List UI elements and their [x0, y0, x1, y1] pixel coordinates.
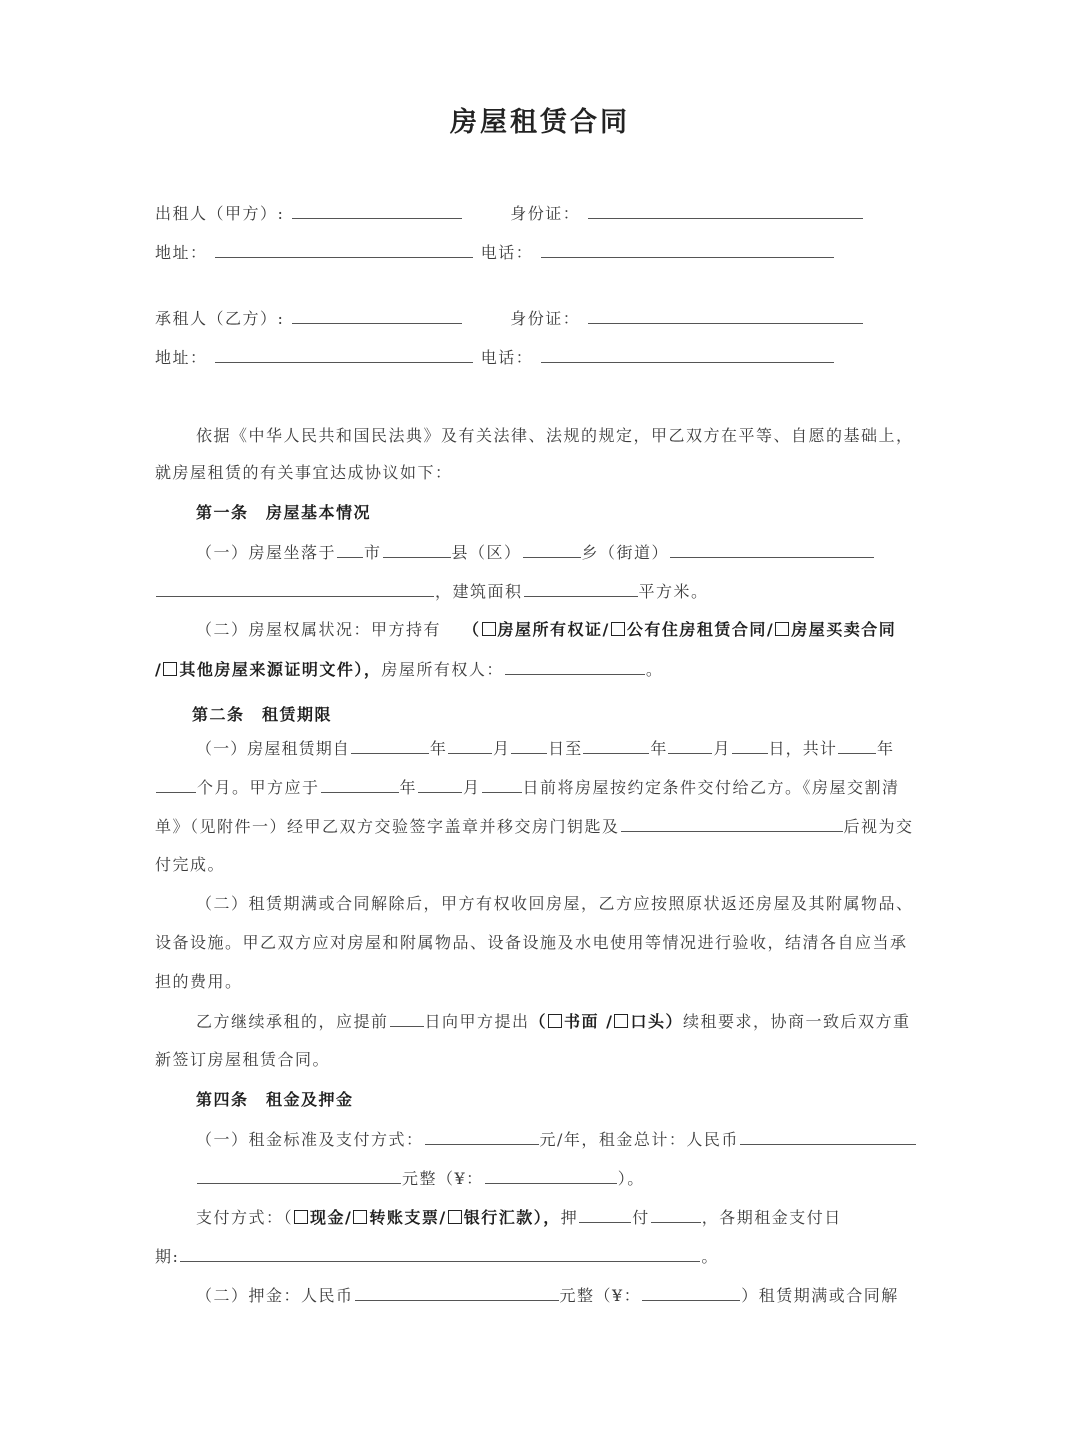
lessee-address-blank[interactable] — [215, 347, 473, 363]
rent-standard-text: （一）租金标准及支付方式： — [196, 1130, 424, 1149]
option-cash: 现金/ — [310, 1208, 353, 1227]
total-months-blank[interactable] — [156, 777, 196, 793]
lessee-row — [155, 308, 864, 329]
lessor-id-label: 身份证： — [510, 204, 581, 223]
art2-handover-row — [155, 816, 914, 837]
handover-items-blank[interactable] — [621, 816, 843, 832]
art4-payment-row — [196, 1207, 842, 1228]
lessor-phone-blank[interactable] — [541, 242, 834, 258]
pay-label: 付 — [632, 1208, 650, 1227]
renewal-text-2: 日向甲方提出 — [424, 1012, 530, 1031]
lessor-address-row — [155, 242, 835, 263]
checkbox-icon[interactable] — [163, 662, 177, 676]
lessor-name-blank[interactable] — [292, 203, 462, 219]
checkbox-icon[interactable] — [294, 1210, 308, 1224]
payment-date-text: ，各期租金支付日 — [701, 1208, 842, 1227]
city-blank[interactable] — [337, 542, 363, 558]
checkbox-icon[interactable] — [353, 1210, 367, 1224]
art2-term-row — [196, 738, 894, 759]
rent-total-blank[interactable] — [740, 1129, 916, 1145]
art2-handover-end: 付完成。 — [155, 855, 226, 874]
lessee-address-label: 地址： — [155, 348, 208, 367]
art2-return-line-3: 担的费用。 — [155, 972, 243, 991]
option-ownership-cert: 房屋所有权证/ — [497, 620, 610, 639]
year-label: 年 — [650, 739, 668, 758]
deposit-months-blank[interactable] — [579, 1207, 631, 1223]
area-label: ，建筑面积 — [435, 582, 523, 601]
delivery-year-blank[interactable] — [321, 777, 399, 793]
payment-date-blank[interactable] — [180, 1246, 700, 1262]
renewal-open-paren: （ — [529, 1012, 548, 1031]
delivery-day-blank[interactable] — [482, 777, 522, 793]
deposit-text: （二）押金：人民币 — [196, 1286, 354, 1305]
total-label: 日，共计 — [768, 739, 837, 758]
art4-payment-date-row — [155, 1246, 719, 1267]
rent-yuan-text: 元整（¥： — [402, 1169, 484, 1188]
delivery-text-2: 日前将房屋按约定条件交付给乙方。《房屋交割清 — [522, 778, 900, 797]
document-title: 房屋租赁合同 — [450, 107, 630, 138]
art1-ownership-row — [196, 620, 896, 640]
payment-date-label: 期: — [155, 1247, 180, 1266]
option-transfer-check: 转账支票/ — [369, 1208, 447, 1227]
owner-label: 房屋所有权人： — [381, 660, 504, 679]
checkbox-icon[interactable] — [611, 622, 625, 636]
renewal-days-blank[interactable] — [390, 1011, 424, 1027]
term-text: （一）房屋租赁期自 — [196, 739, 350, 758]
delivery-month-blank[interactable] — [418, 777, 462, 793]
county-blank[interactable] — [383, 542, 451, 558]
art4-rent-row — [196, 1129, 917, 1150]
checkbox-icon[interactable] — [548, 1014, 562, 1028]
city-label: 市 — [364, 543, 382, 562]
owner-period: 。 — [645, 660, 664, 679]
lessor-label: 出租人（甲方）: — [155, 204, 285, 223]
art4-deposit-row — [196, 1285, 899, 1306]
option-written: 书面 / — [564, 1012, 614, 1031]
intro-line-2: 就房屋租赁的有关事宜达成协议如下： — [155, 463, 453, 482]
ownership-slash: / — [155, 660, 163, 679]
end-month-blank[interactable] — [668, 738, 712, 754]
lessee-name-blank[interactable] — [292, 308, 462, 324]
lessee-id-label: 身份证： — [510, 309, 581, 328]
handover-text: 单》（见附件一）经甲乙双方交验签字盖章并移交房门钥匙及 — [155, 817, 620, 836]
article-1-heading: 第一条 房屋基本情况 — [196, 503, 372, 522]
lessee-id-blank[interactable] — [588, 308, 863, 324]
end-year-blank[interactable] — [583, 738, 649, 754]
lessee-address-row — [155, 347, 835, 368]
art2-renewal-row — [196, 1011, 911, 1032]
option-oral: 口头） — [630, 1012, 683, 1031]
ownership-text: （二）房屋权属状况：甲方持有 — [196, 620, 442, 639]
renewal-text: 乙方继续承租的，应提前 — [196, 1012, 389, 1031]
intro-line-1: 依据《中华人民共和国民法典》及有关法律、法规的规定，甲乙双方在平等、自愿的基础上， — [196, 426, 914, 445]
handover-text-2: 后视为交 — [843, 817, 914, 836]
art2-return-line-2: 设备设施。甲乙双方应对房屋和附属物品、设备设施及水电使用等情况进行验收，结清各自应当承 — [155, 933, 908, 952]
lessee-phone-blank[interactable] — [541, 347, 834, 363]
lessor-address-blank[interactable] — [215, 242, 473, 258]
art2-delivery-row — [155, 777, 900, 798]
article-4-heading: 第四条 租金及押金 — [196, 1090, 354, 1109]
lessor-id-blank[interactable] — [588, 203, 863, 219]
payment-method-label: 支付方式：（ — [196, 1208, 294, 1227]
address-detail-blank[interactable] — [156, 581, 434, 597]
rent-amount-words-blank[interactable] — [197, 1168, 401, 1184]
deposit-text-2: ）租赁期满或合同解 — [741, 1286, 899, 1305]
art2-return-line-1: （二）租赁期满或合同解除后，甲方有权收回房屋，乙方应按照原状返还房屋及其附属物品、 — [196, 894, 914, 913]
deposit-yuan-text: 元整（¥： — [559, 1286, 642, 1305]
ownership-open-paren: （ — [463, 620, 481, 639]
pay-months-blank[interactable] — [651, 1207, 701, 1223]
option-purchase-contract: 房屋买卖合同 — [791, 620, 897, 639]
deposit-number-blank[interactable] — [642, 1285, 740, 1301]
street-blank[interactable] — [670, 542, 874, 558]
art1-ownership-row-2 — [155, 659, 663, 680]
art1-location-text: （一）房屋坐落于 — [196, 543, 337, 562]
art1-location-row — [196, 542, 875, 563]
lessee-phone-label: 电话： — [480, 348, 534, 367]
option-other-docs: 其他房屋来源证明文件）， — [179, 660, 382, 679]
start-day-blank[interactable] — [511, 738, 547, 754]
township-label: 乡（街道） — [581, 543, 670, 562]
area-blank[interactable] — [524, 581, 638, 597]
month-label: 月 — [493, 739, 511, 758]
start-month-blank[interactable] — [448, 738, 492, 754]
checkbox-icon[interactable] — [614, 1014, 628, 1028]
lessor-phone-label: 电话： — [480, 243, 534, 262]
deposit-amount-blank[interactable] — [355, 1285, 559, 1301]
delivery-text: 个月。甲方应于 — [197, 778, 320, 797]
county-label: 县（区） — [451, 543, 522, 562]
checkbox-icon[interactable] — [482, 622, 496, 636]
article-2-heading: 第二条 租赁期限 — [192, 705, 333, 724]
day-to-label: 日至 — [548, 739, 583, 758]
total-years-blank[interactable] — [838, 738, 876, 754]
art4-rent-row-2 — [196, 1168, 645, 1189]
checkbox-icon[interactable] — [775, 622, 789, 636]
rent-close-paren: ）。 — [617, 1169, 645, 1188]
payment-date-period: 。 — [701, 1247, 719, 1266]
year-label: 年 — [876, 739, 895, 758]
renewal-text-3: 续租要求，协商一致后双方重 — [682, 1012, 911, 1031]
option-bank-remittance: 银行汇款）， — [463, 1208, 561, 1227]
owner-blank[interactable] — [505, 659, 645, 675]
start-year-blank[interactable] — [351, 738, 429, 754]
checkbox-icon[interactable] — [448, 1210, 462, 1224]
lessor-address-label: 地址： — [155, 243, 208, 262]
lessor-row — [155, 203, 864, 224]
rent-amount-number-blank[interactable] — [485, 1168, 617, 1184]
deposit-label: 押 — [560, 1208, 579, 1227]
rent-per-year-blank[interactable] — [425, 1129, 539, 1145]
year-label: 年 — [399, 778, 418, 797]
end-day-blank[interactable] — [732, 738, 768, 754]
month-label: 月 — [713, 739, 731, 758]
year-label: 年 — [429, 739, 448, 758]
option-public-lease: 公有住房租赁合同/ — [626, 620, 775, 639]
township-blank[interactable] — [523, 542, 581, 558]
rent-total-text: 元/年，租金总计：人民币 — [539, 1130, 739, 1149]
area-unit: 平方米。 — [638, 582, 709, 601]
art2-renewal-end: 新签订房屋租赁合同。 — [155, 1050, 331, 1069]
art1-area-row — [155, 581, 709, 602]
month-label: 月 — [463, 778, 481, 797]
lessee-label: 承租人（乙方）: — [155, 309, 285, 328]
